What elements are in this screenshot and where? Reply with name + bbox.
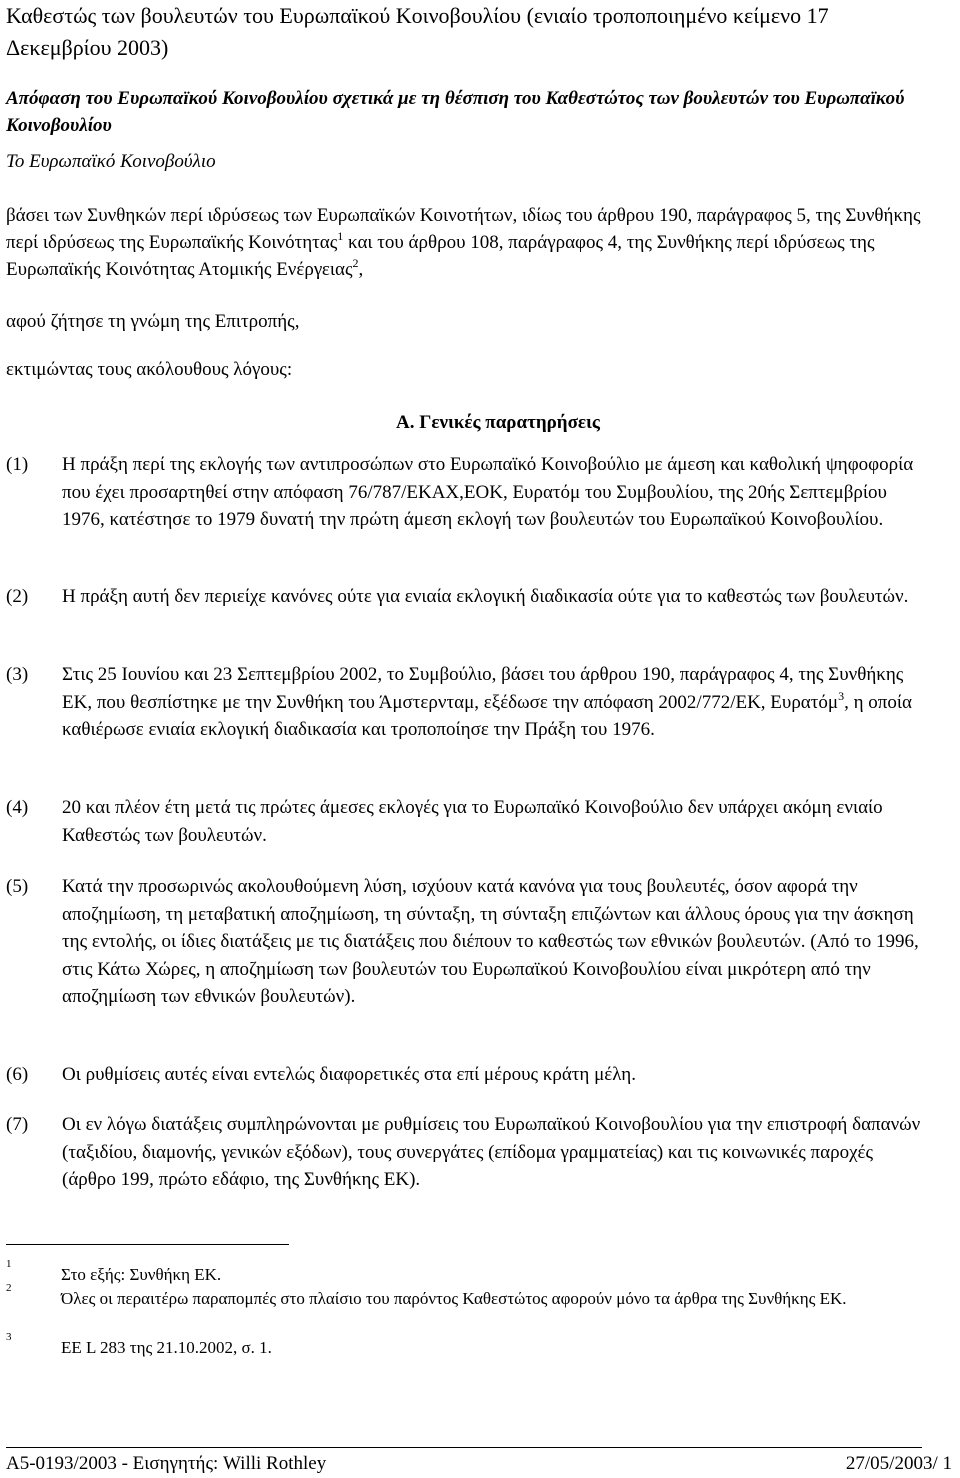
page-footer [6,1452,952,1476]
considering-line: εκτιμώντας τους ακόλουθους λόγους: [6,359,293,380]
recital-number: (5) [6,876,29,897]
footnote-ref-1[interactable]: 1 [337,229,344,243]
citation-paragraph [6,202,926,283]
citation-text-1: βάσει των Συνθηκών περί ιδρύσεως των Ευρωπαϊκών Κοινοτήτων, ιδίως του άρθρου 190, παράγραφος 5, της Συνθήκης περί ιδρύσεως της Ευρωπαϊκής Κοινότητας [6,205,921,253]
recital-text: Οι ρυθμίσεις αυτές είναι εντελώς διαφορετικές στα επί μέρους κράτη μέλη. [62,1064,636,1085]
citation-text-2: και του άρθρου 108, παράγραφος 4, της Συνθήκης περί ιδρύσεως της Ευρωπαϊκής Κοινότητας Ατομικής Ενέργειας [6,232,875,280]
section-heading-text: Α. Γενικές παρατηρήσεις [396,412,600,433]
footnote-text: Στο εξής: Συνθήκη ΕΚ. [61,1265,222,1284]
footnote-ref-2[interactable]: 2 [352,256,359,270]
recital-text-part-a: Στις 25 Ιουνίου και 23 Σεπτεμβρίου 2002, το Συμβούλιο, βάσει του άρθρου 190, παράγραφος 4, της Συνθήκης ΕΚ, που θεσπίστηκε με την Συνθήκη του Άμστερνταμ, εξέδωσε την απόφαση 2002/772/ΕΚ, Ευρατόμ [62,664,904,713]
citation-text-3: , [358,259,364,280]
recital-number: (4) [6,797,29,818]
footer-page-number: 27/05/2003/ 1 [845,1453,952,1474]
recital-text-part-b: , η οποία καθιέρωσε ενιαία εκλογική διαδικασία και τροποποίησε την Πράξη του 1976. [62,691,912,740]
recital-number: (3) [6,664,29,685]
document-title: Καθεστώς των βουλευτών του Ευρωπαϊκού Κοινοβουλίου (ενιαίο τροποποιημένο κείμενο 17 Δεκεμβρίου 2003) [6,3,829,60]
institution-line: Το Ευρωπαϊκό Κοινοβούλιο [6,151,216,172]
footnote-number: 3 [6,1331,12,1343]
footnote-ref-3[interactable]: 3 [838,688,845,703]
document-subtitle: Απόφαση του Ευρωπαϊκού Κοινοβουλίου σχετικά με τη θέσπιση του Καθεστώτος των βουλευτών του Ευρωπαϊκού Κοινοβουλίου [6,88,905,136]
recital-text: Η πράξη περί της εκλογής των αντιπροσώπων στο Ευρωπαϊκό Κοινοβούλιο με άμεση και καθολική ψηφοφορία που έχει προσαρτηθεί στην απόφαση 76/787/ΕΚΑΧ,ΕΟΚ, Ευρατόμ του Συμβουλίου, της 20ής Σεπτεμβρίου 1976, κατέστησε το 1979 δυνατή την πρώτη άμεση εκλογή των βουλευτών του Ευρωπαϊκού Κοινοβουλίου. [62,454,914,530]
recital-number: (7) [6,1114,29,1135]
recital-text: Οι εν λόγω διατάξεις συμπληρώνονται με ρυθμίσεις του Ευρωπαϊκού Κοινοβουλίου για την επιστροφή δαπανών (ταξιδίου, διαμονής, γενικών εξόδων), τους συνεργάτες (επίδομα γραμματείας) και τις κοινωνικές παροχές (άρθρο 199, πρώτο εδάφιο, της Συνθήκης ΕΚ). [62,1114,921,1190]
recital-text [62,661,926,744]
section-heading [0,409,960,436]
footnote-separator [6,1244,289,1245]
footnote-number: 2 [6,1282,12,1294]
recital-text: Η πράξη αυτή δεν περιείχε κανόνες ούτε για ενιαία εκλογική διαδικασία ούτε για το καθεστώς των βουλευτών. [62,586,909,607]
recital-number: (6) [6,1064,29,1085]
footer-separator [6,1447,922,1448]
recital-number: (2) [6,586,29,607]
having-asked-line: αφού ζήτησε τη γνώμη της Επιτροπής, [6,311,300,332]
footer-reference: A5-0193/2003 - Εισηγητής: Willi Rothley [6,1453,327,1474]
footnote-text: ΕΕ L 283 της 21.10.2002, σ. 1. [61,1338,272,1357]
recital-text: 20 και πλέον έτη μετά τις πρώτες άμεσες εκλογές για το Ευρωπαϊκό Κοινοβούλιο δεν υπάρχει ακόμη ενιαίο Καθεστώς των βουλευτών. [62,797,883,846]
recital-number: (1) [6,454,29,475]
footnote-number: 1 [6,1258,12,1270]
footnote-text: Όλες οι περαιτέρω παραπομπές στο πλαίσιο του παρόντος Καθεστώτος αφορούν μόνο τα άρθρα της Συνθήκης ΕΚ. [61,1289,847,1308]
recital-text: Κατά την προσωρινώς ακολουθούμενη λύση, ισχύουν κατά κανόνα για τους βουλευτές, όσον αφορά την αποζημίωση, τη μεταβατική αποζημίωση, τη σύνταξη, τη σύνταξη επιζώντων και άλλους όρους για την άσκηση της εντολής, οι ίδιες διατάξεις με τις διατάξεις που διέπουν το καθεστώς των εθνικών βουλευτών. (Από το 1996, στις Κάτω Χώρες, η αποζημίωση των βουλευτών του Ευρωπαϊκού Κοινοβουλίου είναι μικρότερη από την αποζημίωση των εθνικών βουλευτών). [62,876,919,1007]
